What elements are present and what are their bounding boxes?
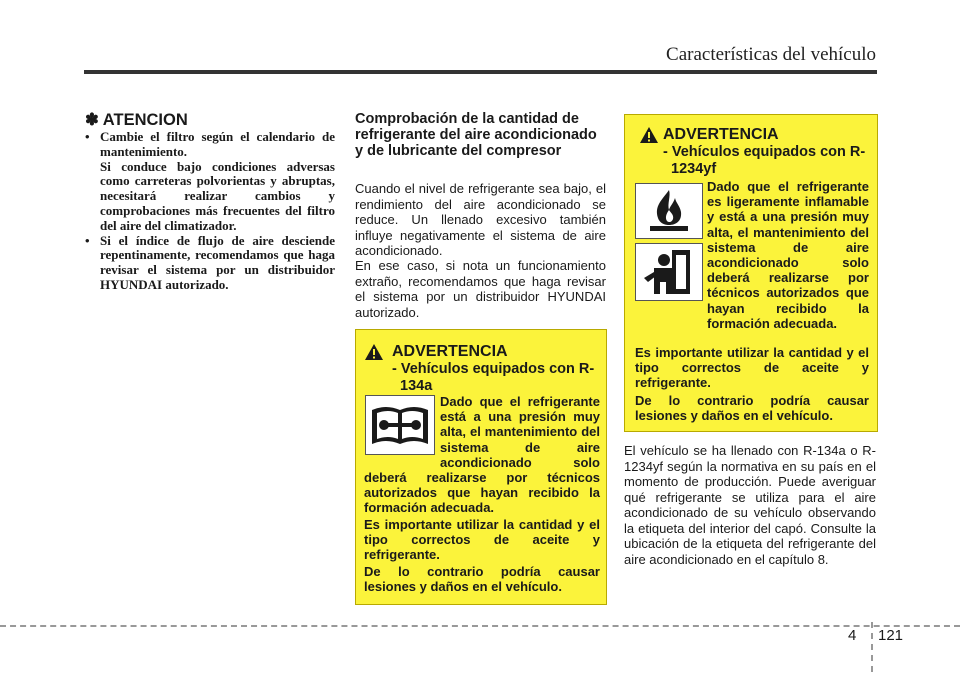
warning-triangle-icon — [639, 126, 659, 144]
section-title: Comprobación de la cantidad de refrigerante del aire acondicionado y de lubricante del compresor — [355, 111, 597, 159]
attention-item — [85, 130, 335, 234]
icon-float-spacer — [364, 394, 440, 470]
attention-title: ✽ ATENCION — [85, 111, 188, 129]
warning-text — [635, 179, 869, 361]
warning-text: Es importante utilizar la cantidad y el tipo correctos de aceite y refrigerante. — [364, 517, 600, 563]
warning-heading: ADVERTENCIA — [392, 343, 508, 360]
warning-text — [364, 394, 600, 516]
attention-item-text: • Si el índice de flujo de aire desciende repentinamente, recomendamos que haga revisar el sistema por un distribuidor HYUNDAI autorizado. — [100, 232, 335, 292]
warning-subheading: - Vehículos equipados con R-1234yf — [663, 144, 866, 177]
warning-box-r134a — [355, 329, 607, 605]
icon-float-spacer — [635, 179, 707, 361]
attention-item-text: • Cambie el filtro según el calendario de mantenimiento. — [100, 129, 335, 159]
warning-text: Es importante utilizar la cantidad y el tipo correctos de aceite y refrigerante. — [635, 345, 869, 391]
footer-rule — [0, 625, 960, 627]
attention-list — [85, 130, 335, 293]
page-number-divider — [871, 622, 873, 672]
section-paragraph: En ese caso, si nota un funcionamiento extraño, recomendamos que haga revisar el sistema por un distribuidor HYUNDAI autorizado. — [355, 258, 606, 320]
warning-box-r1234yf — [624, 114, 878, 432]
warning-text: De lo contrario podría causar lesiones y daños en el vehículo. — [635, 393, 869, 424]
page-header-title: Características del vehículo — [666, 44, 876, 65]
warning-text: De lo contrario podría causar lesiones y daños en el vehículo. — [364, 564, 600, 595]
page-number: 121 — [878, 627, 904, 644]
header-rule — [84, 70, 877, 74]
warning-subheading: - Vehículos equipados con R-134a — [392, 361, 595, 394]
right-paragraph: El vehículo se ha llenado con R-134a o R-1234yf según la normativa en su país en el momento de producción. Puede averiguar qué refrigerante se utiliza para el aire acondicionado de su vehículo observando la etiqueta del interior del capó. Consulte la ubicación de la etiqueta del refrigerante del aire acondicionado en el capítulo 8. — [624, 443, 876, 567]
attention-item-text: Si conduce bajo condiciones adversas como carreteras polvorientas y abruptas, necesitará realizar cambios y comprobaciones más frecuentes del filtro del aire del climatizador. — [100, 158, 335, 233]
attention-item — [85, 234, 335, 293]
warning-heading: ADVERTENCIA — [663, 126, 779, 143]
section-number: 4 — [848, 627, 857, 644]
warning-text-main: Dado que el refrigerante está a una presión muy alta, el mantenimiento del sistema de aire acondicionado solo deberá realizarse por técnicos autorizados que hayan recibido la formación adecuada. — [364, 394, 600, 516]
warning-triangle-icon — [364, 343, 384, 361]
section-paragraph: Cuando el nivel de refrigerante sea bajo, el rendimiento del aire acondicionado se reduce. Un llenado excesivo también influye negativamente el sistema de aire acondicionado. — [355, 181, 606, 258]
warning-text-main: Dado que el refrigerante es ligeramente inflamable y está a una presión muy alta, el mantenimiento del sistema de aire acondicionado solo deberá realizarse por técnicos autorizados que hayan recibido la formación adecuada. — [707, 179, 869, 331]
